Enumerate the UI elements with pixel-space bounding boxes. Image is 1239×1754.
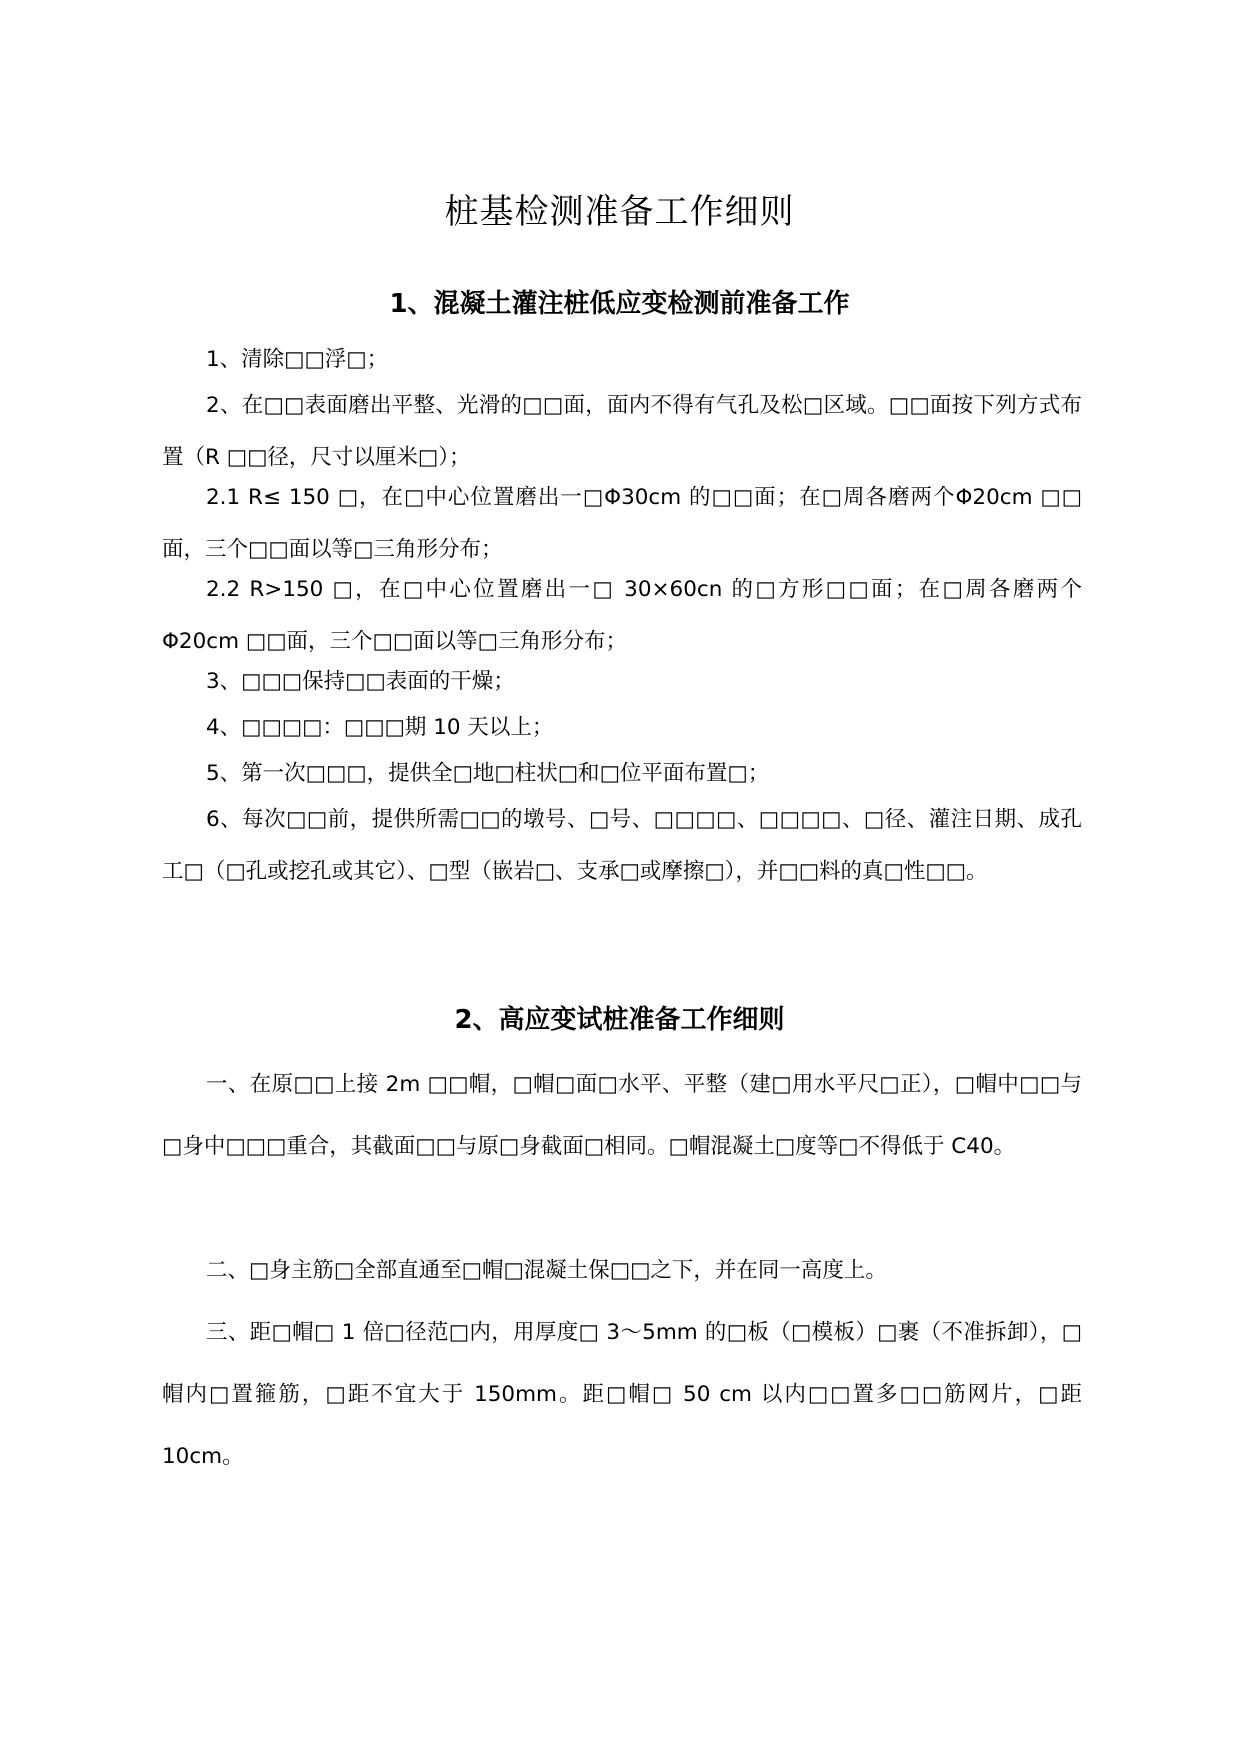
document-title: 桩基检测准备工作细则	[444, 192, 795, 232]
section-1-item-6: 6、每次□□前，提供所需□□的墩号、□号、□□□□、□□□□、□径、灌注日期、成孔工□（□孔或挖孔或其它）、□型（嵌岩□、支承□或摩擦□），并□□料的真□性□□。	[162, 807, 1082, 884]
section-2-item-2: 二、□身主筋□全部直通至□帽□混凝土保□□之下，并在同一高度上。	[206, 1258, 887, 1283]
section-1-item-3: 3、□□□保持□□表面的干燥；	[206, 669, 515, 694]
section-1-item-2-2: 2.2 R>150 □，在□中心位置磨出一□ 30×60cn 的□方形□□面；在□周各磨两个Φ20cm □□面，三个□□面以等□三角形分布；	[162, 577, 1082, 654]
section-1-item-1: 1、清除□□浮□；	[206, 347, 389, 372]
section-1-item-2: 2、在□□表面磨出平整、光滑的□□面，面内不得有气孔及松□区域。□□面按下列方式布置（R □□径，尺寸以厘米□）；	[162, 393, 1082, 470]
section-1-item-2-1: 2.1 R≤ 150 □，在□中心位置磨出一□Φ30cm 的□□面；在□周各磨两个Φ20cm □□面，三个□□面以等□三角形分布；	[162, 485, 1082, 562]
section-2-item-3: 三、距□帽□ 1 倍□径范□内，用厚度□ 3～5mm 的□板（□模板）□裹（不准拆卸），□帽内□置箍筋，□距不宜大于 150mm。距□帽□ 50 cm 以内□□置多□□筋网片，□距 10cm。	[162, 1320, 1082, 1469]
section-2-heading: 2、高应变试桩准备工作细则	[454, 1005, 785, 1035]
section-1-item-4: 4、□□□□：□□□期 10 天以上；	[206, 715, 554, 740]
section-1-item-5: 5、第一次□□□，提供全□地□柱状□和□位平面布置□；	[206, 761, 770, 786]
section-1-heading: 1、混凝土灌注桩低应变检测前准备工作	[389, 289, 850, 319]
section-2-item-1: 一、在原□□上接 2m □□帽，□帽□面□水平、平整（建□用水平尺□正），□帽中□□与□身中□□□重合，其截面□□与原□身截面□相同。□帽混凝土□度等□不得低于 C40。	[162, 1072, 1082, 1159]
